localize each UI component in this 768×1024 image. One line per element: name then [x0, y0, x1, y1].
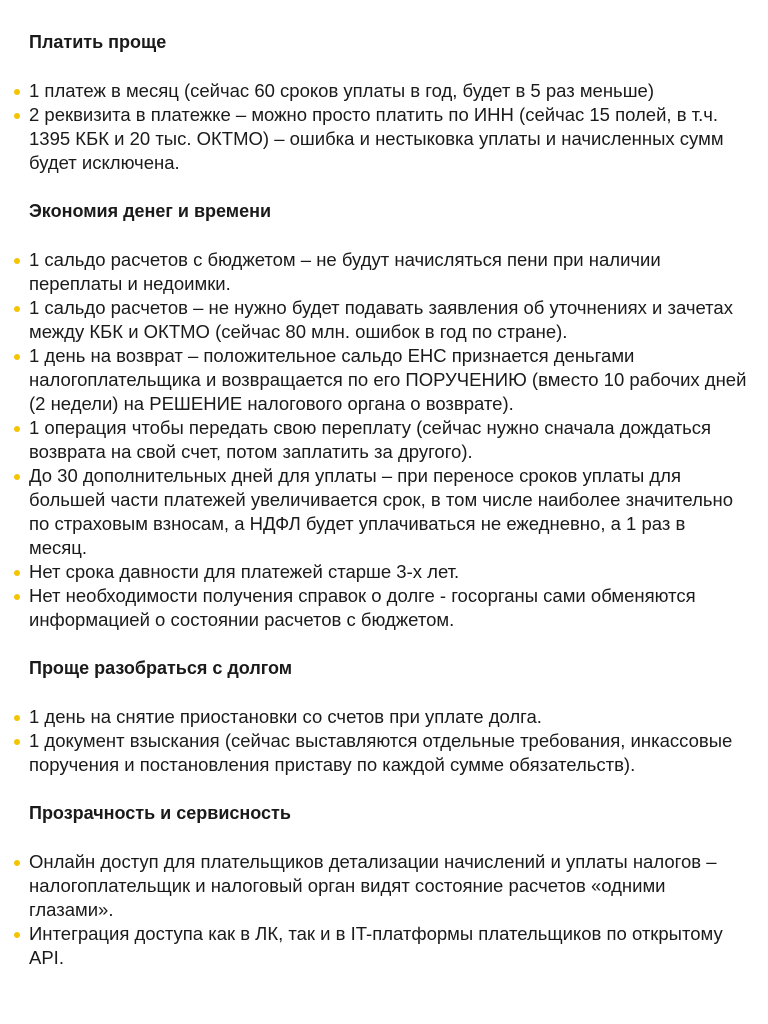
bullet-dot-icon [14, 594, 20, 600]
bullet-list [14, 705, 748, 777]
section-pay-simpler [14, 31, 748, 175]
list-item [14, 705, 748, 729]
bullet-dot-icon [14, 932, 20, 938]
list-item-text: Онлайн доступ для плательщиков детализации начислений и уплаты налогов – налогоплательщик и налоговый орган видят состояние расчетов «одними глазами». [29, 851, 717, 920]
section-savings [14, 200, 748, 632]
section-transparency [14, 802, 748, 970]
bullet-dot-icon [14, 860, 20, 866]
bullet-dot-icon [14, 306, 20, 312]
list-item-text: 1 день на снятие приостановки со счетов при уплате долга. [29, 706, 542, 727]
list-item-text: 1 платеж в месяц (сейчас 60 сроков уплаты в год, будет в 5 раз меньше) [29, 80, 654, 101]
list-item-text: 2 реквизита в платежке – можно просто платить по ИНН (сейчас 15 полей, в т.ч. 1395 КБК и 20 тыс. ОКТМО) – ошибка и нестыковка уплаты и начисленных сумм будет исключена. [29, 104, 724, 173]
bullet-dot-icon [14, 426, 20, 432]
bullet-dot-icon [14, 354, 20, 360]
list-item-text: 1 сальдо расчетов – не нужно будет подавать заявления об уточнениях и зачетах между КБК и ОКТМО (сейчас 80 млн. ошибок в год по стране). [29, 297, 733, 342]
list-item-text: 1 документ взыскания (сейчас выставляются отдельные требования, инкассовые поручения и постановления приставу по каждой сумме обязательств). [29, 730, 733, 775]
list-item-text: Интеграция доступа как в ЛК, так и в IT-платформы плательщиков по открытому API. [29, 923, 723, 968]
bullet-dot-icon [14, 715, 20, 721]
bullet-dot-icon [14, 739, 20, 745]
list-item [14, 416, 748, 464]
list-item-text: Нет необходимости получения справок о долге - госорганы сами обменяются информацией о состоянии расчетов с бюджетом. [29, 585, 696, 630]
section-title: Прозрачность и сервисность [29, 803, 291, 823]
list-item [14, 584, 748, 632]
section-title: Платить проще [29, 32, 167, 52]
list-item [14, 296, 748, 344]
list-item-text: 1 операция чтобы передать свою переплату (сейчас нужно сначала дождаться возврата на свой счет, потом заплатить за другого). [29, 417, 711, 462]
list-item-text: 1 сальдо расчетов с бюджетом – не будут начисляться пени при наличии переплаты и недоимки. [29, 249, 661, 294]
list-item [14, 344, 748, 416]
bullet-list [14, 248, 748, 632]
list-item-text: 1 день на возврат – положительное сальдо ЕНС признается деньгами налогоплательщика и возвращается по его ПОРУЧЕНИЮ (вместо 10 рабочих дней (2 недели) на РЕШЕНИЕ налогового органа о возврате). [29, 345, 747, 414]
list-item [14, 729, 748, 777]
list-item [14, 560, 748, 584]
list-item [14, 248, 748, 296]
bullet-dot-icon [14, 474, 20, 480]
list-item [14, 850, 748, 922]
bullet-dot-icon [14, 258, 20, 264]
section-title: Проще разобраться с долгом [29, 658, 293, 678]
list-item [14, 103, 748, 175]
list-item [14, 79, 748, 103]
list-item-text: До 30 дополнительных дней для уплаты – при переносе сроков уплаты для большей части платежей увеличивается срок, в том числе наиболее значительно по страховым взносам, а НДФЛ будет уплачиваться не ежедневно, а 1 раз в месяц. [29, 465, 734, 558]
list-item [14, 922, 748, 970]
list-item-text: Нет срока давности для платежей старше 3-х лет. [29, 561, 460, 582]
bullet-dot-icon [14, 89, 20, 95]
section-debt [14, 657, 748, 777]
bullet-list [14, 850, 748, 970]
section-title: Экономия денег и времени [29, 201, 272, 221]
bullet-dot-icon [14, 570, 20, 576]
bullet-dot-icon [14, 113, 20, 119]
bullet-list [14, 79, 748, 175]
list-item [14, 464, 748, 560]
